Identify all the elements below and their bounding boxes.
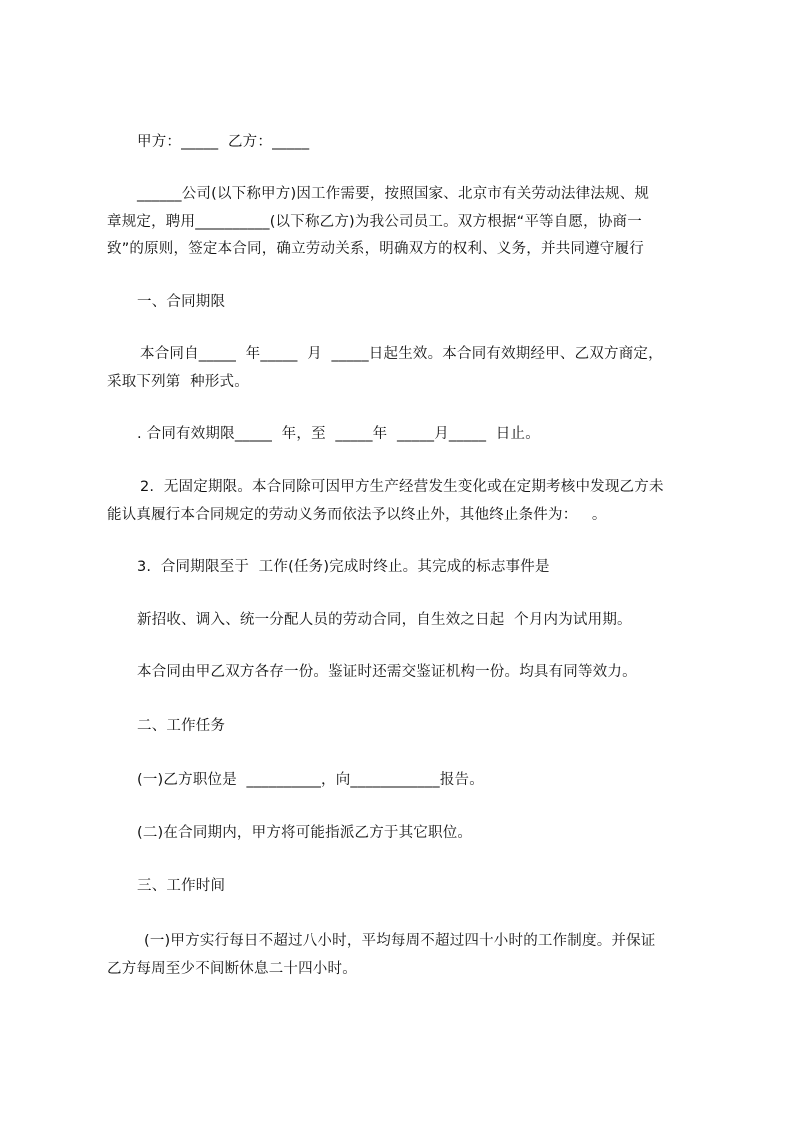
section1-item1: . 合同有效期限_____ 年，至 _____年 _____月_____ 日止。 [137, 426, 540, 442]
parties-line: 甲方：_____ 乙方：_____ [137, 134, 310, 150]
intro-line-3: 致”的原则，签定本合同，确立劳动关系，明确双方的权利、义务，并共同遵守履行 [107, 241, 644, 257]
section3-heading: 三、工作时间 [137, 878, 226, 894]
intro-line-1: ______公司(以下称甲方)因工作需要，按照国家、北京市有关劳动法律法规、规 [137, 186, 650, 202]
section3-item1-line2: 乙方每周至少不间断休息二十四小时。 [107, 961, 357, 977]
section1-item2-line2: 能认真履行本合同规定的劳动义务而依法予以终止外，其他终止条件为： 。 [107, 507, 607, 523]
section1-heading: 一、合同期限 [137, 294, 226, 310]
section1-para1-line2: 采取下列第 种形式。 [107, 374, 249, 390]
section2-item1: (一)乙方职位是 __________，向____________报告。 [137, 772, 484, 788]
probation-line: 新招收、调入、统一分配人员的劳动合同，自生效之日起 个月内为试用期。 [137, 612, 632, 628]
section1-para1-line1: 本合同自_____ 年_____ 月 _____日起生效。本合同有效期经甲、乙双方商定， [140, 346, 663, 362]
section1-item2-line1: 2. 无固定期限。本合同除可因甲方生产经营发生变化或在定期考核中发现乙方未 [140, 479, 664, 495]
copies-line: 本合同由甲乙双方各存一份。鉴证时还需交鉴证机构一份。均具有同等效力。 [137, 664, 637, 680]
section1-item3: 3. 合同期限至于 工作(任务)完成时终止。其完成的标志事件是 [137, 559, 550, 575]
section2-heading: 二、工作任务 [137, 718, 226, 734]
section3-item1-line1: (一)甲方实行每日不超过八小时，平均每周不超过四十小时的工作制度。并保证 [144, 933, 656, 949]
intro-line-2: 章规定，聘用__________(以下称乙方)为我公司员工。双方根据“平等自愿，协商一 [107, 214, 642, 230]
section2-item2: (二)在合同期内，甲方将可能指派乙方于其它职位。 [137, 825, 473, 841]
